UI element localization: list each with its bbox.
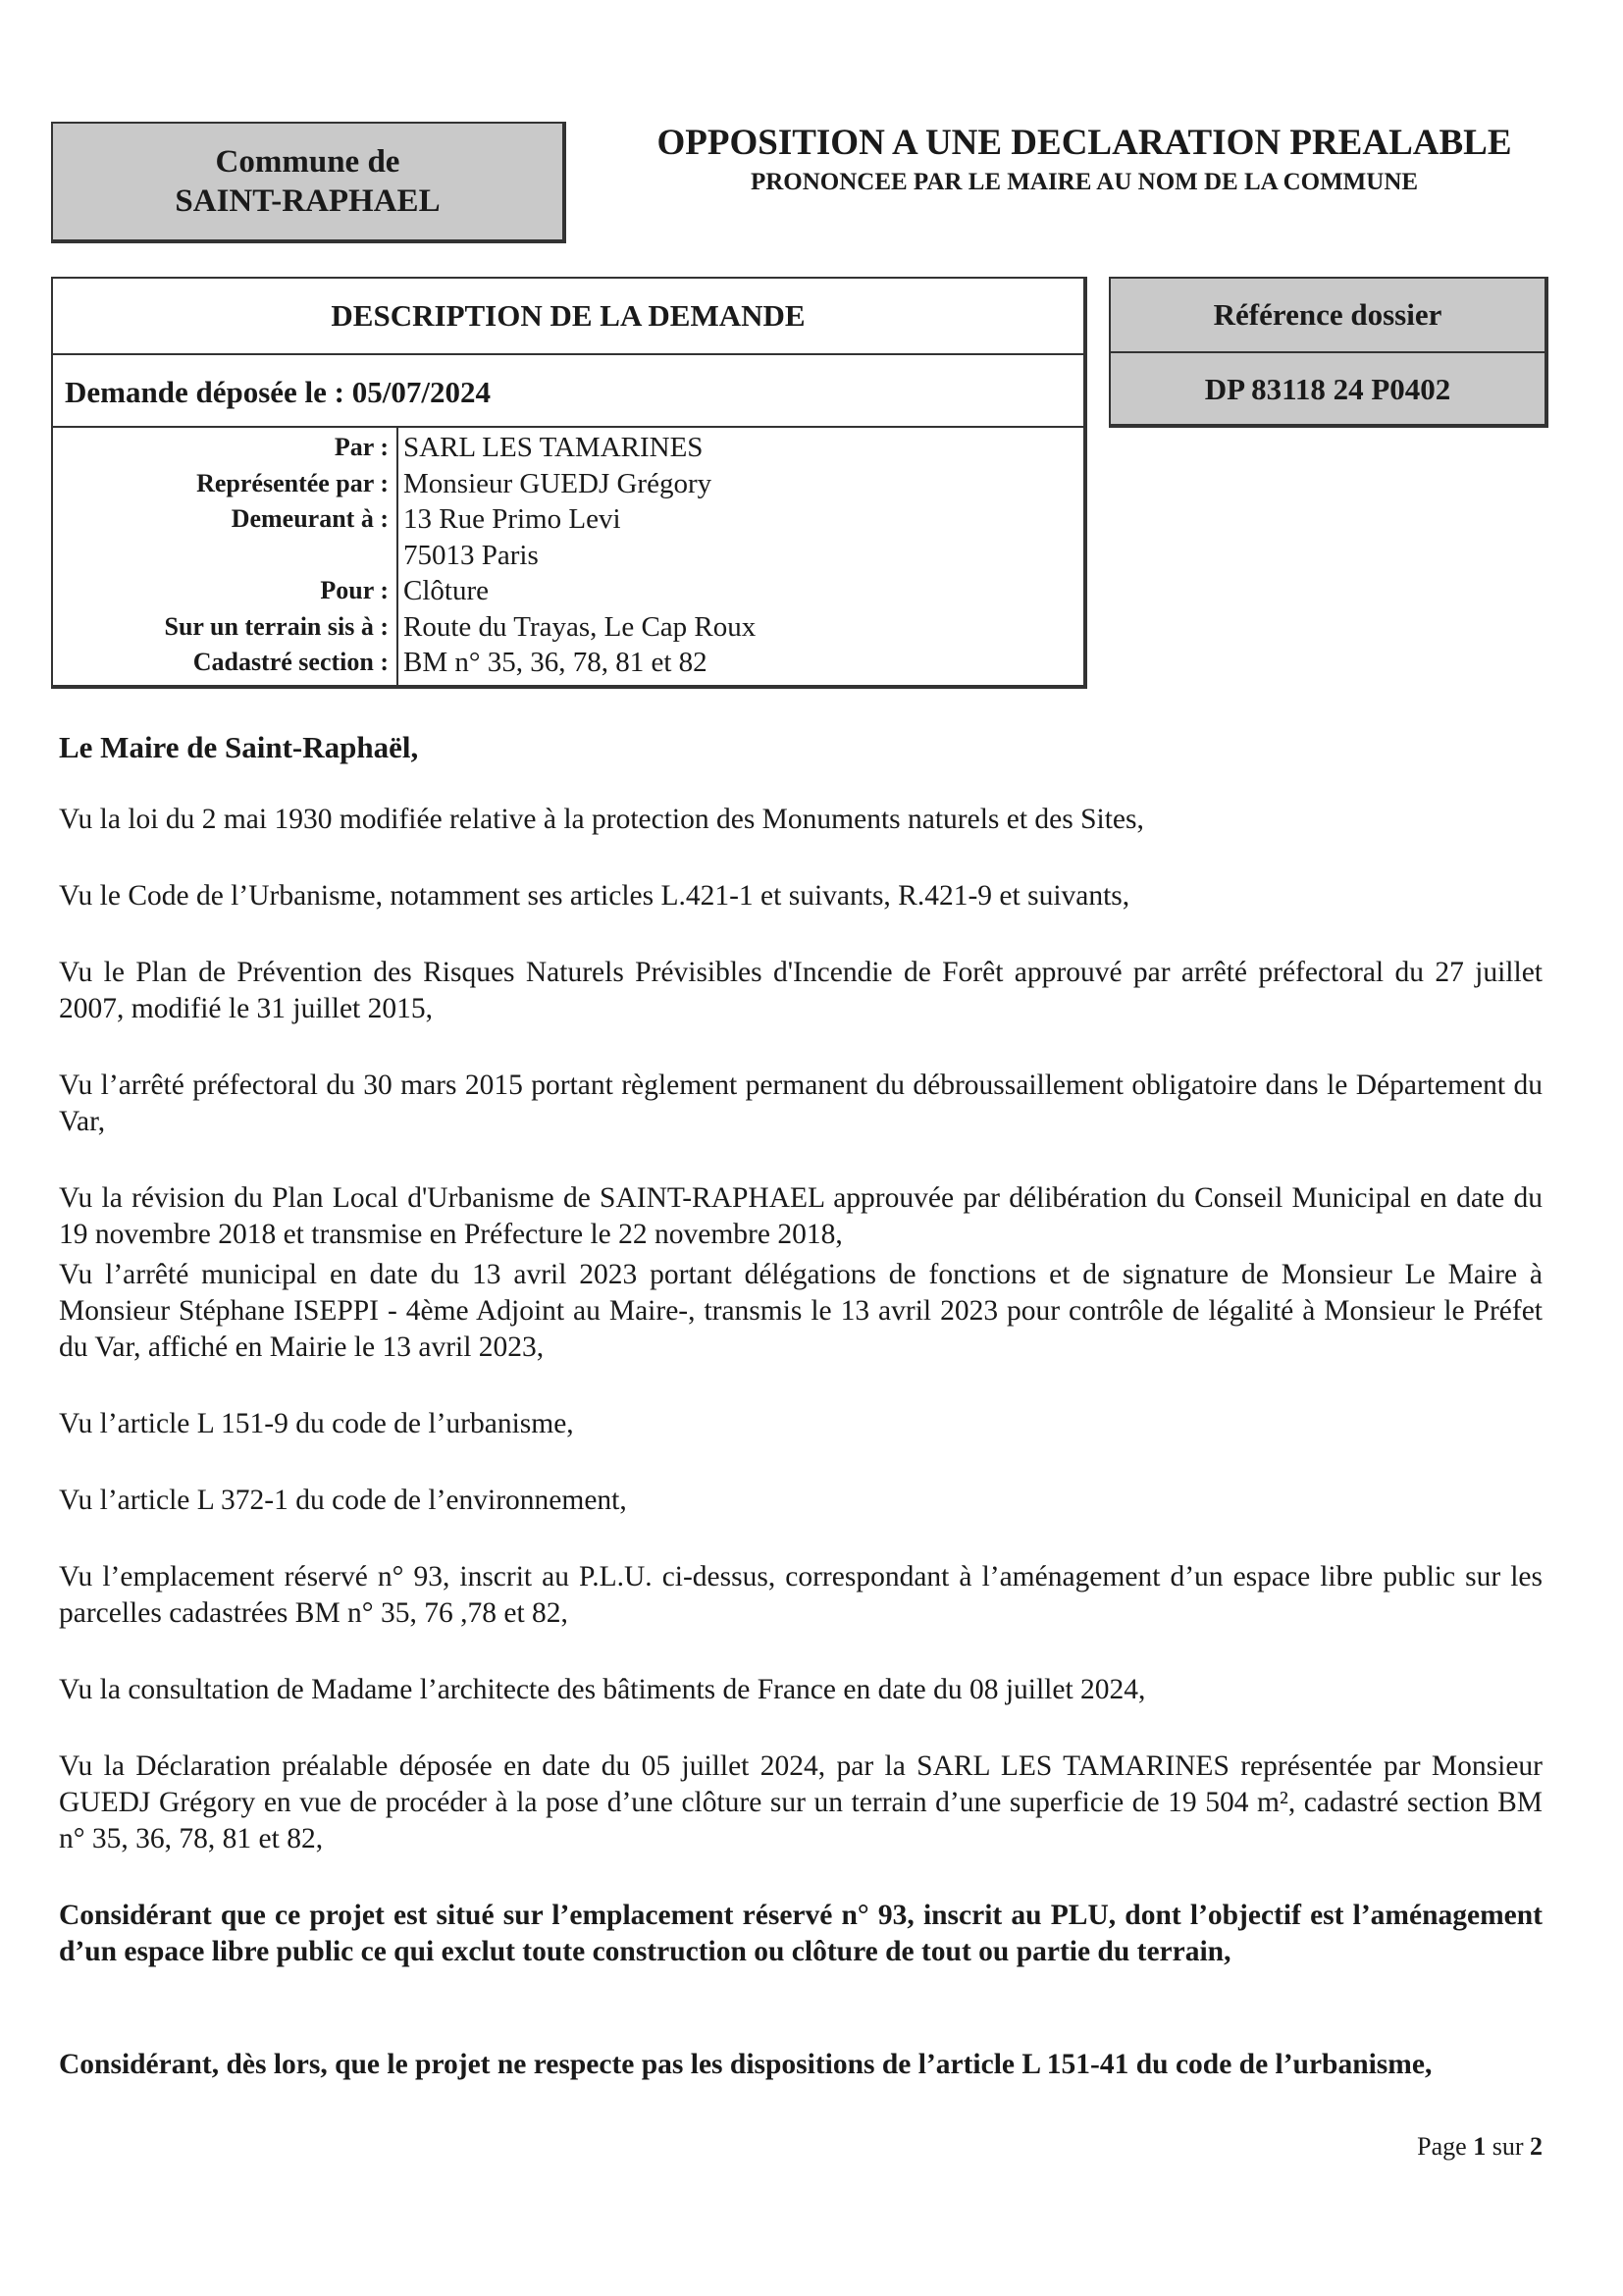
- table-row: [53, 645, 1083, 681]
- document-title: OPPOSITION A UNE DECLARATION PREALABLE: [656, 123, 1512, 163]
- row-label: Demeurant à :: [231, 504, 389, 533]
- paragraph: Vu la loi du 2 mai 1930 modifiée relative à la protection des Monuments naturels et des Sites,: [59, 804, 1144, 835]
- row-value: Clôture: [403, 575, 489, 606]
- row-value: 13 Rue Primo Levi: [403, 503, 621, 535]
- paragraph: Vu la Déclaration préalable déposée en date du 05 juillet 2024, par la SARL LES TAMARINES représentée par Monsieur GUEDJ Grégory en vue de procéder à la pose d’une clôture sur un terrain d’une superficie de 19 504 m², cadastré section BM n° 35, 36, 78, 81 et 82,: [59, 1750, 1543, 1854]
- paragraph: Vu l’arrêté municipal en date du 13 avril 2023 portant délégations de fonctions et de signature de Monsieur Le Maire à Monsieur Stéphane ISEPPI - 4ème Adjoint au Maire-, transmis le 13 avril 2023 pour contrôle de légalité à Monsieur le Préfet du Var, affiché en Mairie le 13 avril 2023,: [59, 1259, 1543, 1363]
- paragraph: Vu la révision du Plan Local d'Urbanisme de SAINT-RAPHAEL approuvée par délibération du Conseil Municipal en date du 19 novembre 2018 et transmise en Préfecture le 22 novembre 2018,: [59, 1182, 1543, 1250]
- row-label: Cadastré section :: [192, 648, 389, 676]
- page-current: 1: [1473, 2132, 1487, 2161]
- row-value: 75013 Paris: [403, 539, 539, 571]
- sur-word: sur: [1492, 2132, 1524, 2161]
- reference-value: DP 83118 24 P0402: [1204, 372, 1451, 406]
- commune-line2: SAINT-RAPHAEL: [175, 183, 441, 219]
- paragraph: Vu le Code de l’Urbanisme, notamment ses articles L.421-1 et suivants, R.421-9 et suivants,: [59, 880, 1130, 912]
- page-word: Page: [1417, 2132, 1467, 2161]
- divider: [53, 426, 1083, 428]
- table-row: [53, 430, 1083, 466]
- document-subtitle: PRONONCEE PAR LE MAIRE AU NOM DE LA COMMUNE: [750, 169, 1419, 195]
- description-box: [51, 277, 1087, 689]
- table-row: [53, 573, 1083, 609]
- commune-line1: Commune de: [215, 144, 400, 180]
- row-label: Pour :: [320, 576, 389, 604]
- row-value: SARL LES TAMARINES: [403, 432, 704, 463]
- row-value: BM n° 35, 36, 78, 81 et 82: [403, 647, 707, 678]
- table-row: [53, 538, 1083, 574]
- row-value: Route du Trayas, Le Cap Roux: [403, 610, 757, 643]
- paragraph: Vu le Plan de Prévention des Risques Naturels Prévisibles d'Incendie de Forêt approuvé par arrêté préfectoral du 27 juillet 2007, modifié le 31 juillet 2015,: [59, 957, 1543, 1024]
- table-row: [53, 501, 1083, 538]
- considerant-paragraph: Considérant que ce projet est situé sur l’emplacement réservé n° 93, inscrit au PLU, dont l’objectif est l’aménagement d’un espace libre public ce qui exclut toute construction ou clôture de tout ou partie du terrain,: [59, 1900, 1543, 1967]
- description-table: [53, 430, 1083, 681]
- paragraph: Vu la consultation de Madame l’architecte des bâtiments de France en date du 08 juillet 2024,: [59, 1674, 1146, 1705]
- reference-title: Référence dossier: [1213, 297, 1442, 332]
- paragraph: Vu l’arrêté préfectoral du 30 mars 2015 portant règlement permanent du débroussaillement obligatoire dans le Département du Var,: [59, 1070, 1543, 1137]
- reference-box: [1109, 277, 1548, 428]
- considerant-paragraph: Considérant, dès lors, que le projet ne respecte pas les dispositions de l’article L 151-41 du code de l’urbanisme,: [59, 2049, 1433, 2080]
- paragraph: Vu l’emplacement réservé n° 93, inscrit au P.L.U. ci-dessus, correspondant à l’aménagement d’un espace libre public sur les parcelles cadastrées BM n° 35, 76 ,78 et 82,: [59, 1561, 1543, 1629]
- commune-box: [51, 122, 566, 243]
- divider: [53, 353, 1083, 355]
- page-total: 2: [1530, 2132, 1543, 2161]
- row-value: Monsieur GUEDJ Grégory: [403, 467, 712, 499]
- description-title: DESCRIPTION DE LA DEMANDE: [331, 298, 806, 333]
- demande-deposee: Demande déposée le : 05/07/2024: [65, 375, 491, 409]
- row-label: Sur un terrain sis à :: [164, 611, 389, 641]
- table-row: [53, 466, 1083, 502]
- maire-heading: Le Maire de Saint-Raphaël,: [59, 730, 419, 764]
- row-label: Par :: [334, 433, 389, 461]
- paragraph: Vu l’article L 372-1 du code de l’environnement,: [59, 1485, 627, 1516]
- table-row: [53, 609, 1083, 646]
- paragraph: Vu l’article L 151-9 du code de l’urbanisme,: [59, 1408, 574, 1439]
- row-label: Représentée par :: [196, 468, 389, 497]
- page-number: [1417, 2131, 1543, 2163]
